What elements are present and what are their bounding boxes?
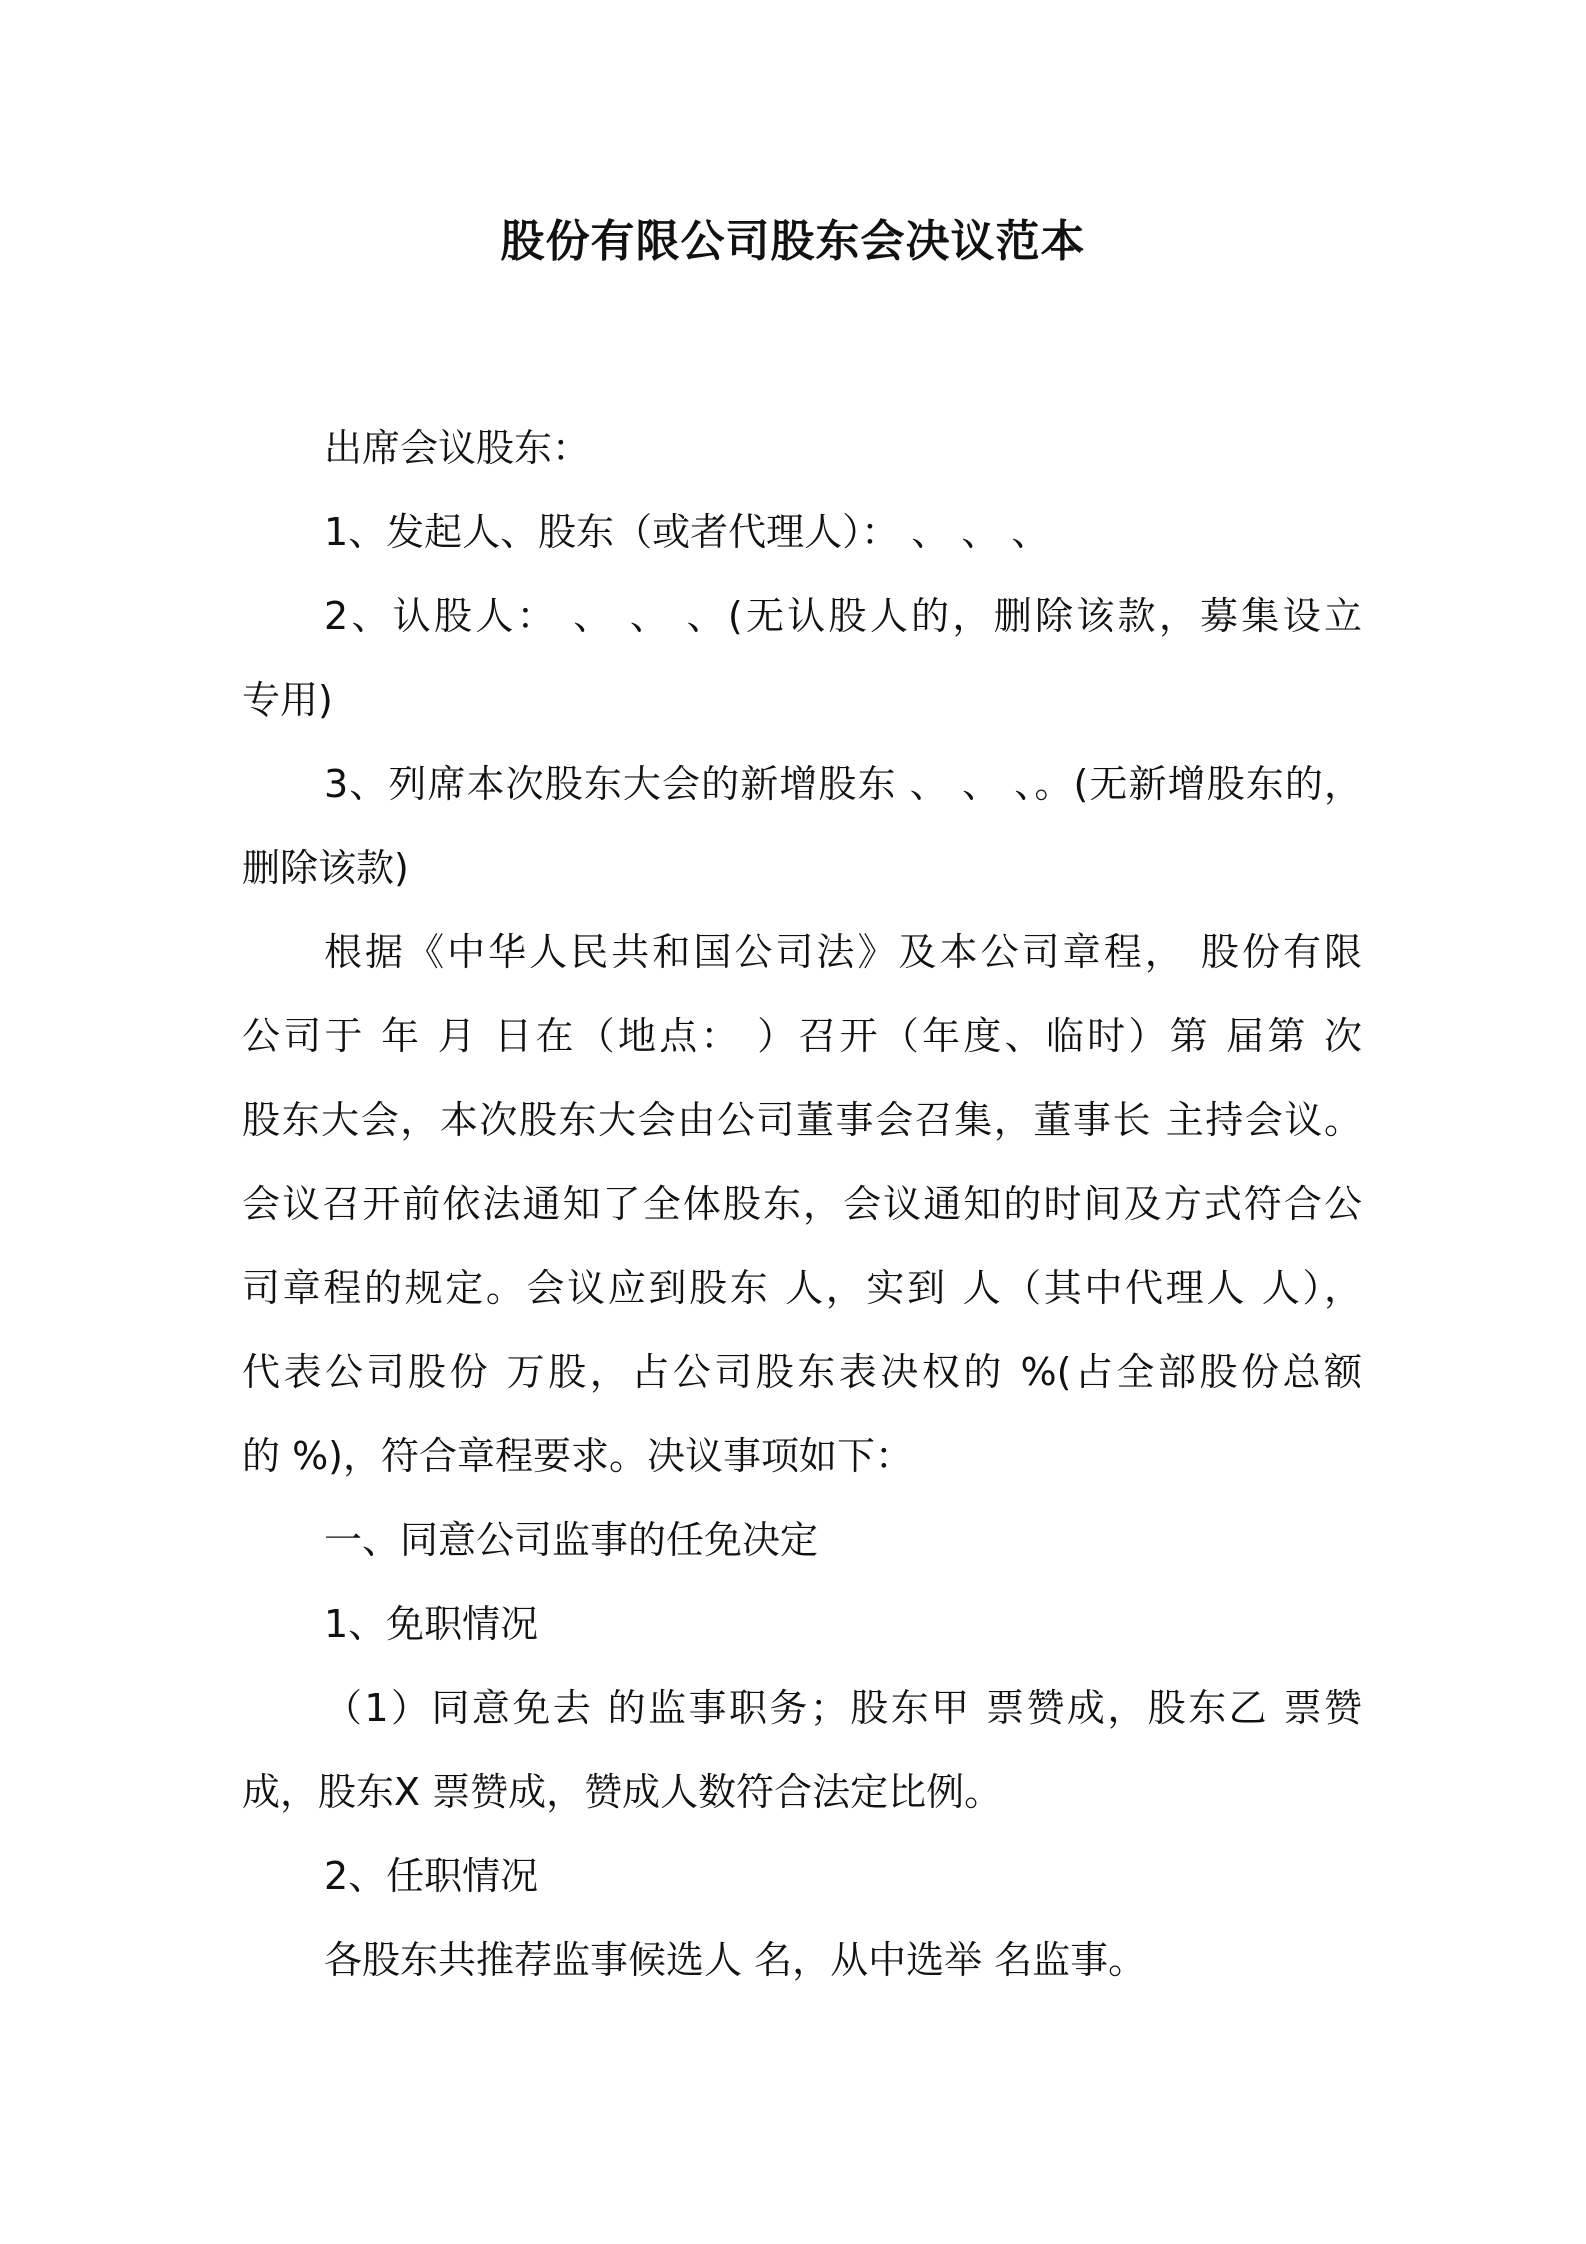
body-paragraph-line: 公司于 年 月 日在（地点： ）召开（年度、临时）第 届第 次 (242, 1014, 1362, 1058)
dismissal-heading: 1、免职情况 (324, 1602, 539, 1646)
dismissal-item-cont: 成，股东X 票赞成，赞成人数符合法定比例。 (242, 1770, 1003, 1814)
document-body (242, 406, 1362, 2002)
body-paragraph-line: 的 %)，符合章程要求。决议事项如下： (242, 1434, 914, 1478)
body-paragraph-line: 根据《中华人民共和国公司法》及本公司章程， 股份有限 (324, 930, 1362, 974)
body-paragraph-line: 司章程的规定。会议应到股东 人，实到 人（其中代理人 人）， (242, 1266, 1362, 1310)
document-title: 股份有限公司股东会决议范本 (500, 216, 1086, 267)
body-paragraph-line: 股东大会，本次股东大会由公司董事会召集，董事长 主持会议。 (242, 1098, 1362, 1142)
attendee-item-subscribers: 2、认股人： 、 、 、(无认股人的，删除该款，募集设立 (324, 594, 1362, 638)
attendees-heading: 出席会议股东： (324, 426, 591, 470)
body-paragraph-line: 代表公司股份 万股，占公司股东表决权的 %(占全部股份总额 (242, 1350, 1362, 1394)
body-paragraph-line: 会议召开前依法通知了全体股东，会议通知的时间及方式符合公 (242, 1182, 1362, 1226)
resolution-heading: 一、同意公司监事的任免决定 (324, 1518, 819, 1562)
appointment-heading: 2、任职情况 (324, 1854, 539, 1898)
attendee-item-founders: 1、发起人、股东（或者代理人）： 、 、 、 (324, 510, 1050, 554)
appointment-text: 各股东共推荐监事候选人 名，从中选举 名监事。 (324, 1938, 1147, 1982)
dismissal-item: （1）同意免去 的监事职务；股东甲 票赞成，股东乙 票赞 (324, 1686, 1362, 1730)
attendee-item-new-shareholders-cont: 删除该款) (242, 846, 409, 890)
attendee-item-new-shareholders: 3、列席本次股东大会的新增股东 、 、 、。(无新增股东的， (324, 762, 1362, 806)
attendee-item-subscribers-cont: 专用) (242, 678, 333, 722)
